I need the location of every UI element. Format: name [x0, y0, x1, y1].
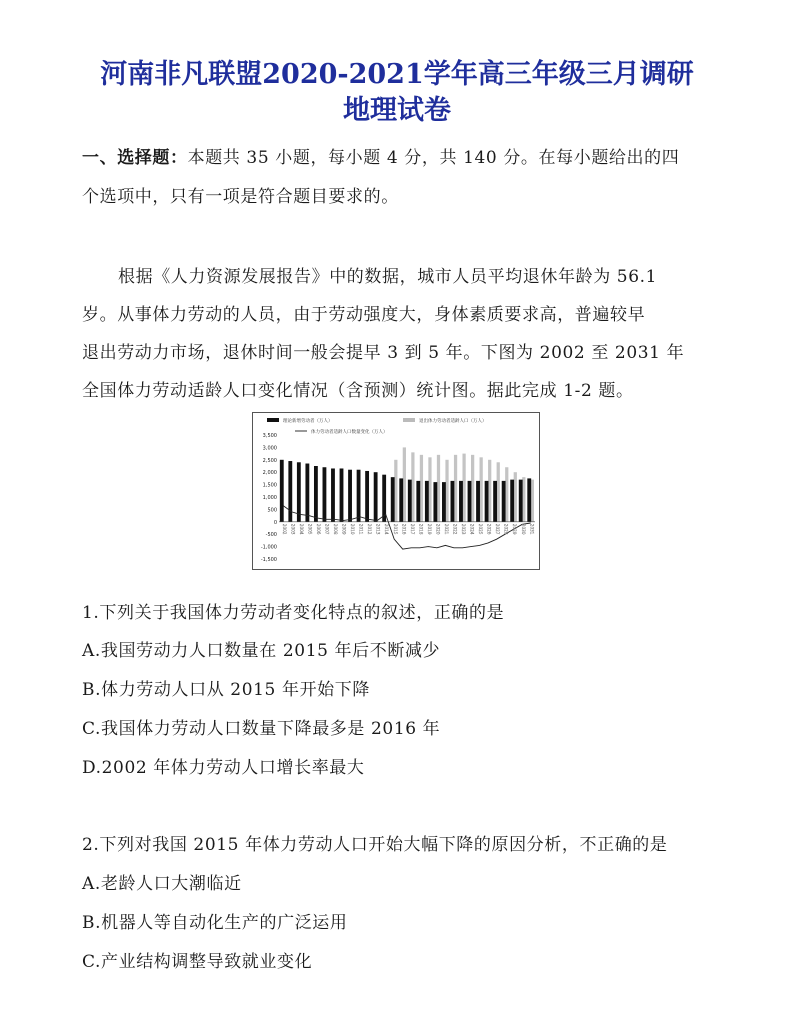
question-2-option-a: A.老龄人口大潮临近: [82, 874, 242, 894]
bar-new-labor: [468, 481, 472, 522]
x-tick-label: 2011: [358, 523, 364, 535]
bar-new-labor: [476, 481, 480, 522]
question-2-option-b: B.机器人等自动化生产的广泛运用: [82, 913, 348, 933]
x-tick-label: 2008: [333, 523, 339, 535]
bar-new-labor: [510, 480, 514, 522]
x-tick-label: 2016: [401, 523, 407, 535]
x-tick-label: 2029: [512, 523, 518, 535]
x-tick-label: 2022: [452, 523, 458, 535]
bar-new-labor: [502, 481, 506, 522]
bar-new-labor: [416, 481, 420, 522]
x-tick-label: 2009: [341, 523, 347, 535]
question-2-option-c: C.产业结构调整导致就业变化: [82, 952, 313, 972]
y-tick-label: 2,000: [262, 470, 277, 477]
y-tick-label: -1,500: [260, 557, 277, 563]
bar-exit-population: [394, 460, 397, 522]
bar-new-labor: [408, 480, 412, 522]
bar-exit-population: [454, 455, 457, 522]
x-tick-label: 2026: [486, 523, 492, 535]
bar-new-labor: [425, 481, 429, 522]
bar-exit-population: [522, 477, 525, 522]
x-tick-label: 2003: [290, 523, 296, 535]
passage-line: 退出劳动力市场，退休时间一般会提早 3 到 5 年。下图为 2002 至 2031 年: [82, 343, 685, 363]
bar-new-labor: [391, 477, 395, 522]
bar-new-labor: [374, 472, 378, 522]
y-tick-label: 3,000: [262, 445, 277, 452]
question-2-stem: 2.下列对我国 2015 年体力劳动人口开始大幅下降的原因分析，不正确的是: [82, 835, 668, 855]
chart-canvas: [253, 413, 539, 569]
bar-new-labor: [288, 461, 292, 522]
question-1-option-d: D.2002 年体力劳动人口增长率最大: [82, 758, 365, 778]
question-1-stem: 1.下列关于我国体力劳动者变化特点的叙述，正确的是: [82, 603, 505, 623]
bar-new-labor: [442, 482, 446, 522]
bar-new-labor: [323, 467, 327, 522]
bar-exit-population: [497, 462, 500, 522]
legend-swatch: [403, 418, 415, 422]
bar-exit-population: [514, 472, 517, 522]
legend-label: 体力劳动者适龄人口数量变化（万人）: [311, 430, 388, 435]
y-tick-label: 500: [267, 507, 277, 514]
bar-exit-population: [480, 457, 483, 521]
x-tick-label: 2007: [324, 523, 330, 535]
bar-new-labor: [485, 481, 489, 522]
question-1-option-a: A.我国劳动力人口数量在 2015 年后不断减少: [82, 641, 441, 661]
legend-label: 退出体力劳动者适龄人口（万人）: [419, 419, 487, 424]
x-tick-label: 2020: [435, 523, 441, 535]
bar-new-labor: [527, 478, 531, 521]
bar-new-labor: [519, 480, 523, 522]
bar-new-labor: [493, 481, 497, 522]
passage-line: 岁。从事体力劳动的人员，由于劳动强度大，身体素质要求高，普遍较早: [82, 305, 646, 325]
question-1-option-c: C.我国体力劳动人口数量下降最多是 2016 年: [82, 719, 441, 739]
y-tick-label: 2,500: [262, 457, 277, 464]
bar-exit-population: [437, 455, 440, 522]
x-tick-label: 2013: [375, 523, 381, 535]
bar-exit-population: [488, 460, 491, 522]
bar-new-labor: [348, 470, 352, 522]
x-tick-label: 2027: [495, 523, 501, 535]
x-tick-label: 2018: [418, 523, 424, 535]
x-tick-label: 2002: [281, 523, 287, 535]
section-intro: [82, 143, 679, 168]
x-tick-label: 2005: [307, 523, 313, 535]
question-1-option-b: B.体力劳动人口从 2015 年开始下降: [82, 680, 370, 700]
x-tick-label: 2014: [384, 523, 390, 535]
bar-new-labor: [433, 482, 437, 522]
x-tick-label: 2017: [409, 523, 415, 535]
y-tick-label: 0: [273, 519, 277, 526]
section-intro-line1: 本题共 35 小题，每小题 4 分，共 140 分。在每小题给出的四: [187, 148, 680, 168]
y-tick-label: -1,000: [260, 544, 277, 551]
bar-new-labor: [331, 468, 335, 521]
bar-new-labor: [399, 478, 403, 521]
document-title-line1: 河南非凡联盟2020-2021学年高三年级三月调研: [100, 59, 694, 90]
x-tick-label: 2019: [426, 523, 432, 535]
bar-exit-population: [411, 452, 414, 521]
x-tick-label: 2015: [392, 523, 398, 535]
y-tick-label: 3,500: [262, 433, 277, 439]
x-tick-label: 2012: [367, 523, 373, 535]
bar-new-labor: [314, 466, 318, 522]
bar-new-labor: [357, 470, 361, 522]
x-tick-label: 2006: [315, 523, 321, 535]
passage-line: 全国体力劳动适龄人口变化情况（含预测）统计图。据此完成 1-2 题。: [82, 381, 634, 401]
legend-label: 理论新增劳动者（万人）: [283, 419, 333, 424]
x-tick-label: 2004: [298, 523, 304, 535]
x-tick-label: 2025: [478, 523, 484, 535]
bar-exit-population: [471, 455, 474, 522]
x-tick-label: 2021: [443, 523, 449, 535]
bar-new-labor: [459, 481, 463, 522]
x-tick-label: 2031: [529, 523, 535, 535]
x-tick-label: 2028: [503, 523, 509, 535]
section-heading: 一、选择题：: [82, 148, 188, 168]
bar-new-labor: [280, 460, 284, 522]
passage-line: 根据《人力资源发展报告》中的数据，城市人员平均退休年龄为 56.1: [118, 267, 658, 287]
bar-new-labor: [340, 468, 344, 521]
bar-exit-population: [531, 480, 534, 522]
labor-population-chart: [252, 412, 540, 570]
document-title-line2: 地理试卷: [343, 95, 451, 126]
section-intro-line2: 个选项中，只有一项是符合题目要求的。: [82, 187, 399, 207]
bar-exit-population: [428, 457, 431, 521]
bar-new-labor: [305, 464, 309, 522]
bar-exit-population: [420, 455, 423, 522]
x-tick-label: 2030: [520, 523, 526, 535]
bar-exit-population: [462, 454, 465, 522]
x-tick-label: 2023: [461, 523, 467, 535]
legend-swatch: [267, 418, 279, 422]
bar-new-labor: [451, 481, 455, 522]
y-tick-label: 1,000: [262, 495, 277, 501]
x-tick-label: 2010: [350, 523, 356, 535]
bar-exit-population: [403, 447, 406, 521]
bar-new-labor: [365, 471, 369, 522]
y-tick-label: 1,500: [262, 482, 277, 489]
bar-new-labor: [297, 462, 301, 522]
y-tick-label: -500: [265, 532, 277, 539]
bar-exit-population: [445, 460, 448, 522]
bar-exit-population: [505, 467, 508, 522]
x-tick-label: 2024: [469, 523, 475, 535]
